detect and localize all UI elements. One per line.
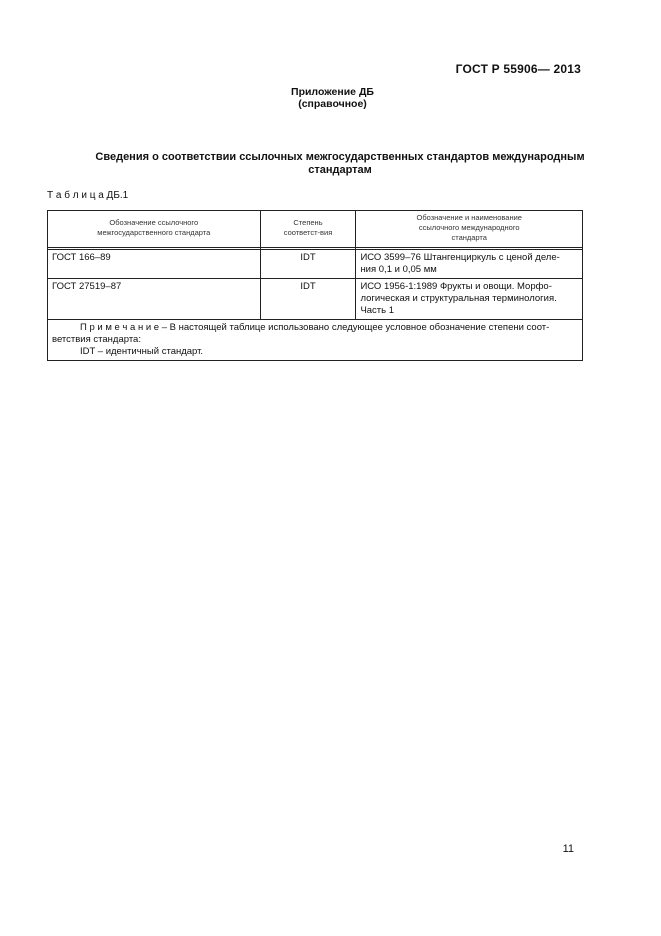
section-title [60,151,620,177]
intl-standard-cell: ИСО 3599–76 Штангенциркуль с ценой деле- ния 0,1 и 0,05 мм [356,250,583,279]
note-line2: ветствия стандарта: [52,334,141,345]
annex-heading [0,86,661,110]
note-text: – В настоящей таблице использовано следующее условное обозначение степени соот- [159,322,550,333]
section-title-line2: стандартам [308,164,372,176]
annex-subtitle: (справочное) [298,98,367,110]
intl-standard-cell: ИСО 1956-1:1989 Фрукты и овощи. Морфо- логическая и структуральная терминология. Часть 1 [356,279,583,320]
section-title-line1: Сведения о соответствии ссылочных межгосударственных стандартов международным [95,151,585,163]
degree-cell: IDT [260,250,356,279]
table-note [48,320,583,361]
header-correspondence-degree: Степень соответст-вия [260,211,356,248]
annex-title: Приложение ДБ [291,86,374,98]
standard-id: ГОСТ Р 55906— 2013 [455,62,581,76]
reference-table [47,210,583,361]
page-number: 11 [562,843,574,855]
table-row [48,250,583,279]
note-line3: IDT – идентичный стандарт. [80,346,204,357]
table-header-row [48,211,583,248]
gost-cell: ГОСТ 166–89 [48,250,261,279]
table-note-row [48,320,583,361]
table-caption: Т а б л и ц а ДБ.1 [47,190,129,201]
header-international-standard: Обозначение и наименование ссылочного международного стандарта [356,211,583,248]
table-row [48,279,583,320]
degree-cell: IDT [260,279,356,320]
gost-cell: ГОСТ 27519–87 [48,279,261,320]
header-gost-designation: Обозначение ссылочного межгосударственного стандарта [48,211,261,248]
note-label: П р и м е ч а н и е [80,322,160,333]
